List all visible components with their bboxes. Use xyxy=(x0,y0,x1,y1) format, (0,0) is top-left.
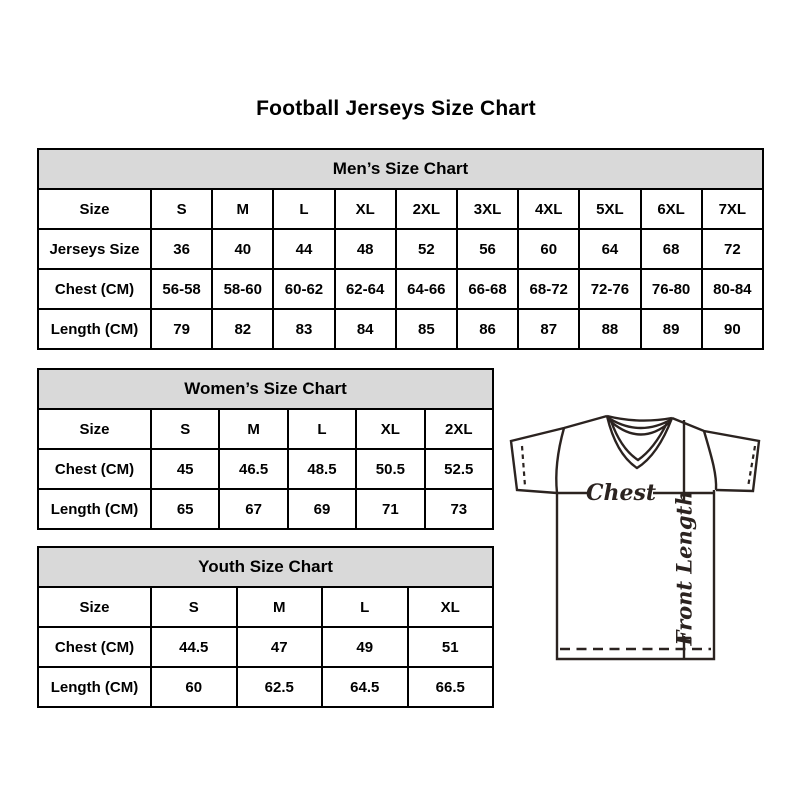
value-cell: 84 xyxy=(335,309,396,349)
value-cell: 89 xyxy=(641,309,702,349)
mens-table-title: Men’s Size Chart xyxy=(38,149,763,189)
value-cell: 62-64 xyxy=(335,269,396,309)
value-cell: 69 xyxy=(288,489,356,529)
value-cell: 68 xyxy=(641,229,702,269)
value-cell: 90 xyxy=(702,309,763,349)
value-cell: 72-76 xyxy=(579,269,640,309)
header-cell: Size xyxy=(38,189,151,229)
header-cell: XL xyxy=(356,409,424,449)
value-cell: 52 xyxy=(396,229,457,269)
value-cell: 85 xyxy=(396,309,457,349)
youth-table-title: Youth Size Chart xyxy=(38,547,493,587)
table-row xyxy=(38,587,493,627)
header-cell: 6XL xyxy=(641,189,702,229)
table-title-row xyxy=(38,149,763,189)
header-cell: XL xyxy=(408,587,494,627)
header-cell: S xyxy=(151,409,219,449)
value-cell: 82 xyxy=(212,309,273,349)
value-cell: 46.5 xyxy=(219,449,287,489)
table-row xyxy=(38,489,493,529)
header-cell: 4XL xyxy=(518,189,579,229)
value-cell: 64-66 xyxy=(396,269,457,309)
value-cell: 65 xyxy=(151,489,219,529)
header-cell: L xyxy=(322,587,408,627)
header-cell: 3XL xyxy=(457,189,518,229)
value-cell: 60 xyxy=(518,229,579,269)
table-row xyxy=(38,189,763,229)
jersey-outline-icon xyxy=(504,398,772,666)
value-cell: 64 xyxy=(579,229,640,269)
header-cell: 5XL xyxy=(579,189,640,229)
header-cell: Size xyxy=(38,587,151,627)
value-cell: 88 xyxy=(579,309,640,349)
header-cell: M xyxy=(219,409,287,449)
value-cell: 80-84 xyxy=(702,269,763,309)
table-row xyxy=(38,667,493,707)
value-cell: 48.5 xyxy=(288,449,356,489)
value-cell: 62.5 xyxy=(237,667,323,707)
header-cell: M xyxy=(212,189,273,229)
header-cell: Length (CM) xyxy=(38,667,151,707)
header-cell: L xyxy=(288,409,356,449)
table-row xyxy=(38,409,493,449)
womens-table-title: Women’s Size Chart xyxy=(38,369,493,409)
value-cell: 44.5 xyxy=(151,627,237,667)
header-cell: 2XL xyxy=(396,189,457,229)
value-cell: 66-68 xyxy=(457,269,518,309)
value-cell: 66.5 xyxy=(408,667,494,707)
value-cell: 87 xyxy=(518,309,579,349)
header-cell: S xyxy=(151,587,237,627)
value-cell: 72 xyxy=(702,229,763,269)
header-cell: XL xyxy=(335,189,396,229)
value-cell: 71 xyxy=(356,489,424,529)
value-cell: 47 xyxy=(237,627,323,667)
value-cell: 68-72 xyxy=(518,269,579,309)
header-cell: Length (CM) xyxy=(38,489,151,529)
value-cell: 50.5 xyxy=(356,449,424,489)
table-row xyxy=(38,449,493,489)
header-cell: 2XL xyxy=(425,409,493,449)
header-cell: 7XL xyxy=(702,189,763,229)
value-cell: 76-80 xyxy=(641,269,702,309)
value-cell: 58-60 xyxy=(212,269,273,309)
value-cell: 48 xyxy=(335,229,396,269)
header-cell: Jerseys Size xyxy=(38,229,151,269)
value-cell: 45 xyxy=(151,449,219,489)
value-cell: 56 xyxy=(457,229,518,269)
chest-label: Chest xyxy=(585,480,657,506)
table-row xyxy=(38,269,763,309)
table-row xyxy=(38,627,493,667)
value-cell: 64.5 xyxy=(322,667,408,707)
value-cell: 51 xyxy=(408,627,494,667)
table-row xyxy=(38,229,763,269)
front-length-label: Front Length xyxy=(671,490,697,646)
header-cell: Chest (CM) xyxy=(38,449,151,489)
value-cell: 83 xyxy=(273,309,334,349)
table-title-row xyxy=(38,369,493,409)
value-cell: 44 xyxy=(273,229,334,269)
header-cell: L xyxy=(273,189,334,229)
value-cell: 86 xyxy=(457,309,518,349)
jersey-measurement-diagram xyxy=(504,398,772,666)
header-cell: M xyxy=(237,587,323,627)
value-cell: 67 xyxy=(219,489,287,529)
value-cell: 52.5 xyxy=(425,449,493,489)
mens-size-table xyxy=(37,148,764,350)
value-cell: 49 xyxy=(322,627,408,667)
table-title-row xyxy=(38,547,493,587)
value-cell: 56-58 xyxy=(151,269,212,309)
page-title: Football Jerseys Size Chart xyxy=(256,97,536,120)
header-cell: Chest (CM) xyxy=(38,269,151,309)
value-cell: 60 xyxy=(151,667,237,707)
womens-size-table xyxy=(37,368,494,530)
table-row xyxy=(38,309,763,349)
value-cell: 73 xyxy=(425,489,493,529)
header-cell: Size xyxy=(38,409,151,449)
value-cell: 36 xyxy=(151,229,212,269)
youth-size-table xyxy=(37,546,494,708)
value-cell: 79 xyxy=(151,309,212,349)
value-cell: 60-62 xyxy=(273,269,334,309)
header-cell: Length (CM) xyxy=(38,309,151,349)
value-cell: 40 xyxy=(212,229,273,269)
header-cell: S xyxy=(151,189,212,229)
header-cell: Chest (CM) xyxy=(38,627,151,667)
